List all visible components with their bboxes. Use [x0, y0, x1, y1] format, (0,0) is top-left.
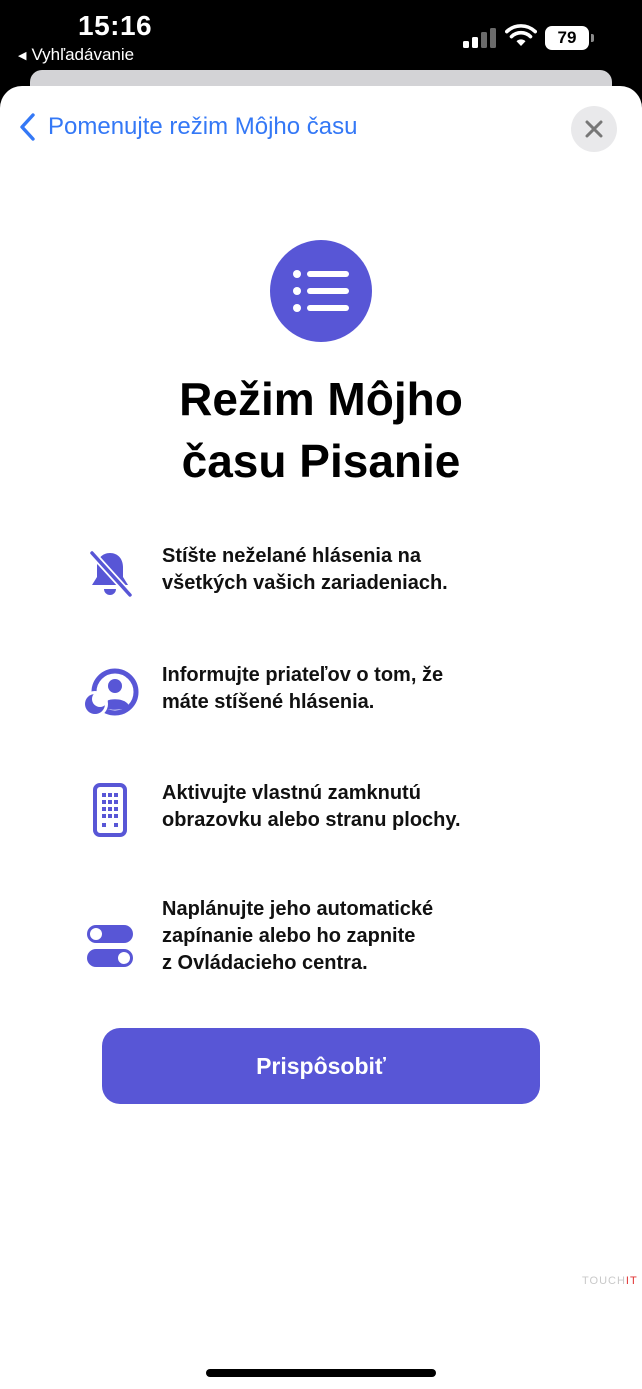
person-moon-icon: [81, 668, 139, 720]
battery-tip: [591, 34, 594, 42]
home-indicator[interactable]: [206, 1369, 436, 1377]
bell-slash-icon: [86, 549, 134, 601]
focus-setup-sheet: [0, 86, 642, 1389]
customize-button[interactable]: Prispôsobiť: [102, 1028, 540, 1104]
feature-text: Stíšte neželané hlásenia na všetkých vašich zariadeniach.: [162, 545, 448, 594]
feature-text: Informujte priateľov o tom, že máte stíšené hlásenia.: [162, 664, 444, 713]
list-icon: [291, 266, 351, 316]
chevron-left-icon: [18, 112, 38, 142]
feature-item: [0, 896, 642, 996]
status-bar: [0, 0, 642, 70]
feature-text: Aktivujte vlastnú zamknutú obrazovku alebo stranu plochy.: [162, 782, 461, 831]
watermark: [582, 1275, 638, 1287]
cellular-signal-icon: [463, 28, 497, 48]
status-time: 15:16: [78, 10, 153, 41]
feature-item: [0, 780, 642, 880]
toggles-icon: [86, 924, 134, 968]
feature-icon-wrap: [80, 664, 140, 724]
watermark-part1: TOUCH: [582, 1275, 626, 1287]
back-triangle-icon: ◀: [18, 49, 27, 62]
focus-mode-icon: [270, 240, 372, 342]
watermark-part2: IT: [625, 1275, 638, 1287]
feature-item: [0, 662, 642, 762]
back-app-label: Vyhľadávanie: [31, 45, 135, 64]
back-to-app-link[interactable]: [18, 45, 134, 65]
wifi-icon: [505, 24, 537, 48]
nav-back-button[interactable]: [18, 112, 357, 142]
feature-icon-wrap: [80, 916, 140, 976]
battery-indicator: [545, 26, 595, 50]
feature-icon-wrap: [80, 780, 140, 840]
phone-lockscreen-icon: [92, 782, 128, 838]
nav-back-label: Pomenujte režim Môjho času: [48, 113, 358, 140]
page-title: Režim Môjho času Pisanie: [179, 373, 463, 487]
close-button[interactable]: [571, 106, 617, 152]
battery-level: 79: [545, 26, 589, 50]
close-icon: [584, 119, 604, 139]
feature-item: [0, 543, 642, 643]
feature-icon-wrap: [80, 545, 140, 605]
feature-text: Naplánujte jeho automatické zapínanie alebo ho zapnite z Ovládacieho centra.: [162, 898, 434, 974]
